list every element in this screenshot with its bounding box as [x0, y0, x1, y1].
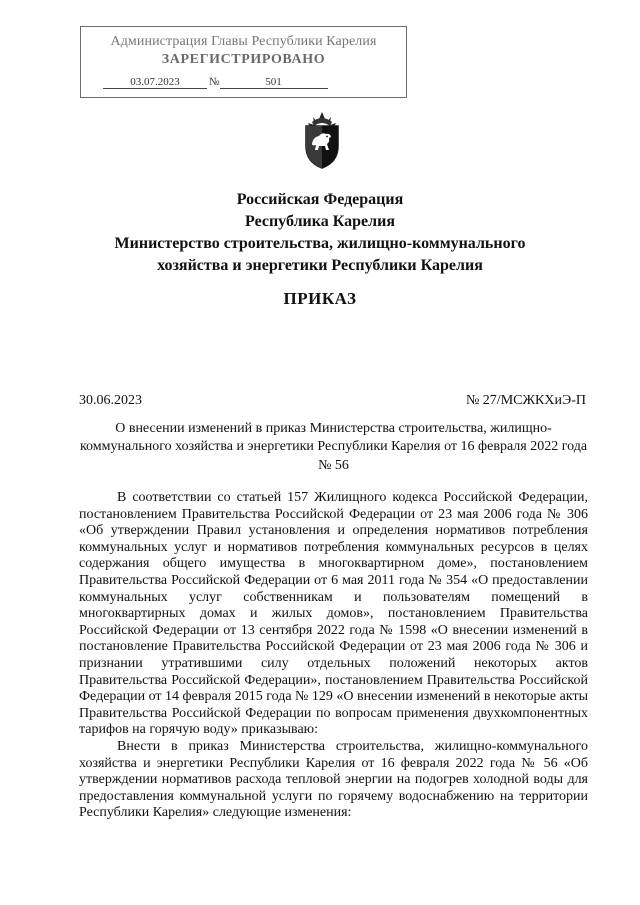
registration-stamp: [80, 26, 407, 98]
stamp-number: 501: [220, 76, 328, 89]
stamp-registered-label: ЗАРЕГИСТРИРОВАНО: [161, 52, 326, 67]
document-type: ПРИКАЗ: [283, 289, 357, 308]
header-republic: Республика Карелия: [245, 213, 395, 230]
body-paragraph: В соответствии со статьей 157 Жилищного кодекса Российской Федерации, постановлением Правительства Российской Федерации от 23 мая 2006 года № 306 «Об утверждении Правил установления и определения нормативов потребления коммунальных услуг и нормативов потребления коммунальных ресурсов в целях содержания общего имущества в многоквартирном доме», постановлением Правительства Российской Федерации от 6 мая 2011 года № 354 «О предоставлении коммунальных услуг собственникам и пользователям помещений в многоквартирных домах и жилых домов», постановлением Правительства Российской Федерации от 13 сентября 2022 года № 1598 «О внесении изменений в постановление Правительства Российской Федерации от 23 мая 2006 года № 306 и признании утратившими силу отдельных положений некоторых актов Правительства Российской Федерации», постановлением Правительства Российской Федерации от 14 февраля 2015 года № 129 «О внесении изменений в некоторые акты Правительства Российской Федерации по вопросам применения двухкомпонентных тарифов на горячую воду» приказываю:: [79, 490, 588, 738]
order-number: № 27/МСЖКХиЭ-П: [465, 393, 586, 408]
header-country: Российская Федерация: [236, 191, 404, 208]
order-subject: О внесении изменений в приказ Министерства строительства, жилищно-коммунального хозяйства и энергетики Республики Карелия от 16 февраля 2022 года № 56: [79, 421, 588, 473]
stamp-registration-info: [103, 76, 328, 89]
header-ministry-line1: Министерство строительства, жилищно-коммунального: [114, 235, 526, 252]
body-paragraph: Внести в приказ Министерства строительства, жилищно-коммунального хозяйства и энергетики Республики Карелия от 16 февраля 2022 года № 56 «Об утверждении нормативов расхода тепловой энергии на подогрев холодной воды для предоставления коммунальной услуги по горячему водоснабжению на территории Республики Карелия» следующие изменения:: [79, 738, 588, 821]
coat-of-arms-icon: [300, 110, 344, 170]
order-body: [79, 490, 588, 822]
stamp-authority: Администрация Главы Республики Карелия: [110, 34, 377, 49]
header-ministry-line2: хозяйства и энергетики Республики Карелия: [157, 257, 483, 274]
stamp-date: 03.07.2023: [103, 76, 207, 89]
order-date: 30.06.2023: [79, 393, 142, 408]
stamp-number-label: №: [209, 76, 220, 88]
